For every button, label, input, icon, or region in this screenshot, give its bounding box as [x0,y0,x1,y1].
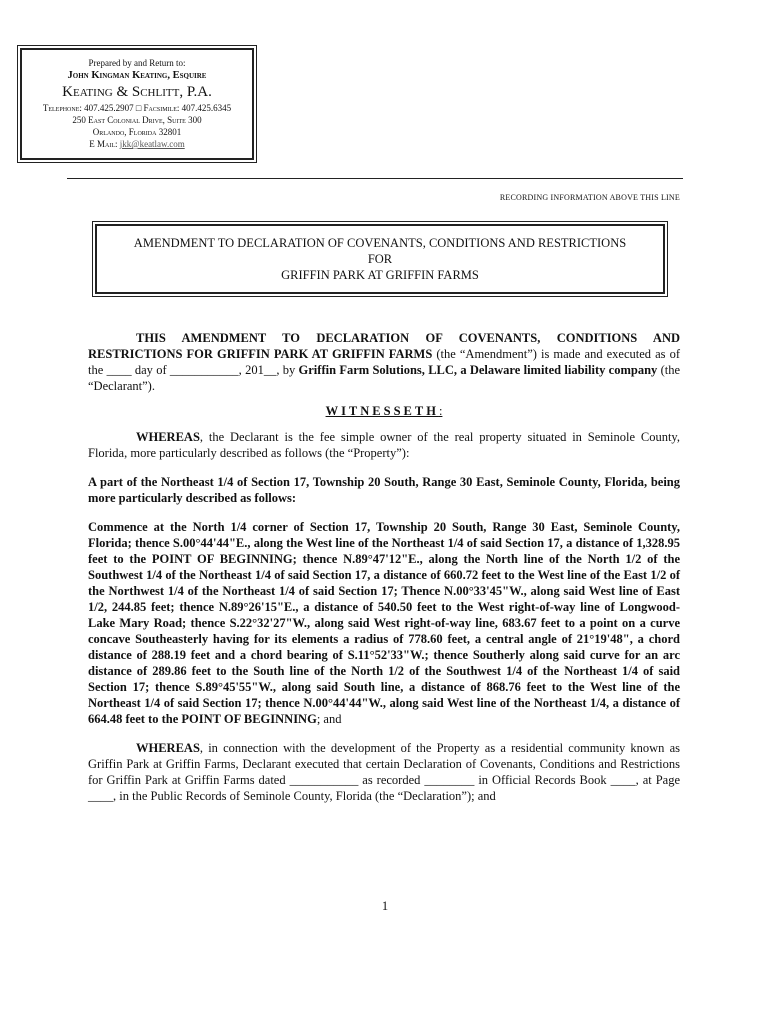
whereas-1-label: WHEREAS [136,430,200,444]
intro-text-2: (the “Declarant”). [88,363,681,393]
legal-description: Commence at the North 1/4 corner of Section 17, Township 20 South, Range 30 East, Seminole County, Florida; thence S.00°44'44"E., along the West line of the Northeast 1/4 of said Section 17, a distance of 1,328.95 feet to the POINT OF BEGINNING; thence N.89°47'12"E., along the North line of the North 1/2 of the Southwest 1/4 of the Northeast 1/4 of said Section 17, a distance of 660.72 feet to the West line of the East 1/2 of the Northwest 1/4 of the Northeast 1/4 of said Section 17; Thence N.00°33'45"W., along said West line of East 1/2, 244.85 feet; thence N.89°26'15"E., a distance of 540.50 feet to the West right-of-way line of Longwood-Lake Mary Road; thence S.22°32'27"W., along said West right-of-way line, 683.67 feet to a point on a curve concave Southeasterly having for its elements a radius of 778.60 feet, a central angle of 21°19'48", a chord distance of 288.19 feet and a chord bearing of S.11°52'33"W.; thence Southerly along said curve for an arc distance of 289.86 feet to the South line of the North 1/2 of the Southwest 1/4 of the Northeast 1/4 of said Section 17; thence S.89°45'55"W., along said South line, a distance of 868.76 feet to the West line of the Northeast 1/4 of said Section 17; thence N.00°44'44"W., along said West line of the Northeast 1/4, a distance of 664.48 feet to the POINT OF BEGINNING [88,520,680,726]
whereas-1-text: , the Declarant is the fee simple owner of the real property situated in Seminole County, Florida, more particularly described as follows (the “Property”): [88,430,680,460]
email-line [22,138,252,150]
page-number: 1 [381,899,389,913]
address-line-2: Orlando, Florida 32801 [92,127,182,137]
witnesseth-colon: : [438,404,443,418]
phone-fax-line: Telephone: 407.425.2907 □ Facsimile: 407.425.6345 [42,103,232,113]
whereas-2-text: , in connection with the development of the Property as a residential community known as Griffin Park at Griffin Farms, Declarant executed that certain Declaration of Covenants, Conditions and Restrictions for Griffin Park at Griffin Farms dated ___________ as recorded ________ in Official Records Book ____, at Page ____, in the Public Records of Seminole County, Florida (the “Declaration”); and [88,741,680,803]
recording-info-note: RECORDING INFORMATION ABOVE THIS LINE [499,193,680,202]
title-box-inner [95,224,665,294]
legal-description-paragraph [88,519,680,727]
title-line-1: AMENDMENT TO DECLARATION OF COVENANTS, CONDITIONS AND RESTRICTIONS [133,236,627,250]
address-line-1: 250 East Colonial Drive, Suite 300 [72,115,202,125]
title-line-2: FOR [367,252,393,266]
intro-text-1: (the “Amendment”) is made and executed as of the ____ day of ___________, 201__, by [88,347,680,377]
law-firm-name: Keating & Schlitt, P.A. [62,84,212,100]
email-link[interactable]: jkk@keatlaw.com [119,139,185,149]
declarant-name: Griffin Farm Solutions, LLC, a Delaware limited liability company [298,363,658,377]
preparer-box-inner [20,48,254,160]
recording-divider [67,178,683,179]
title-box [92,221,668,297]
attorney-name: John Kingman Keating, Esquire [67,70,207,81]
witnesseth-text: WITNESSETH [325,404,439,418]
document-body [88,330,680,804]
preparer-box [17,45,257,163]
legal-tail: ; and [316,712,342,726]
email-label: E Mail: [89,139,120,149]
whereas-paragraph-2 [88,740,680,804]
intro-paragraph [88,330,680,394]
legal-heading: A part of the Northeast 1/4 of Section 17, Township 20 South, Range 30 East, Seminole County, Florida, being more particularly described as follows: [88,475,680,505]
intro-bold-title: THIS AMENDMENT TO DECLARATION OF COVENANTS, CONDITIONS AND RESTRICTIONS FOR GRIFFIN PARK AT GRIFFIN FARMS [88,331,680,361]
witnesseth-heading [88,403,680,419]
whereas-2-label: WHEREAS [136,741,200,755]
whereas-paragraph-1 [88,429,680,461]
prepared-by-label: Prepared by and Return to: [88,58,186,68]
title-line-3: GRIFFIN PARK AT GRIFFIN FARMS [281,268,479,282]
